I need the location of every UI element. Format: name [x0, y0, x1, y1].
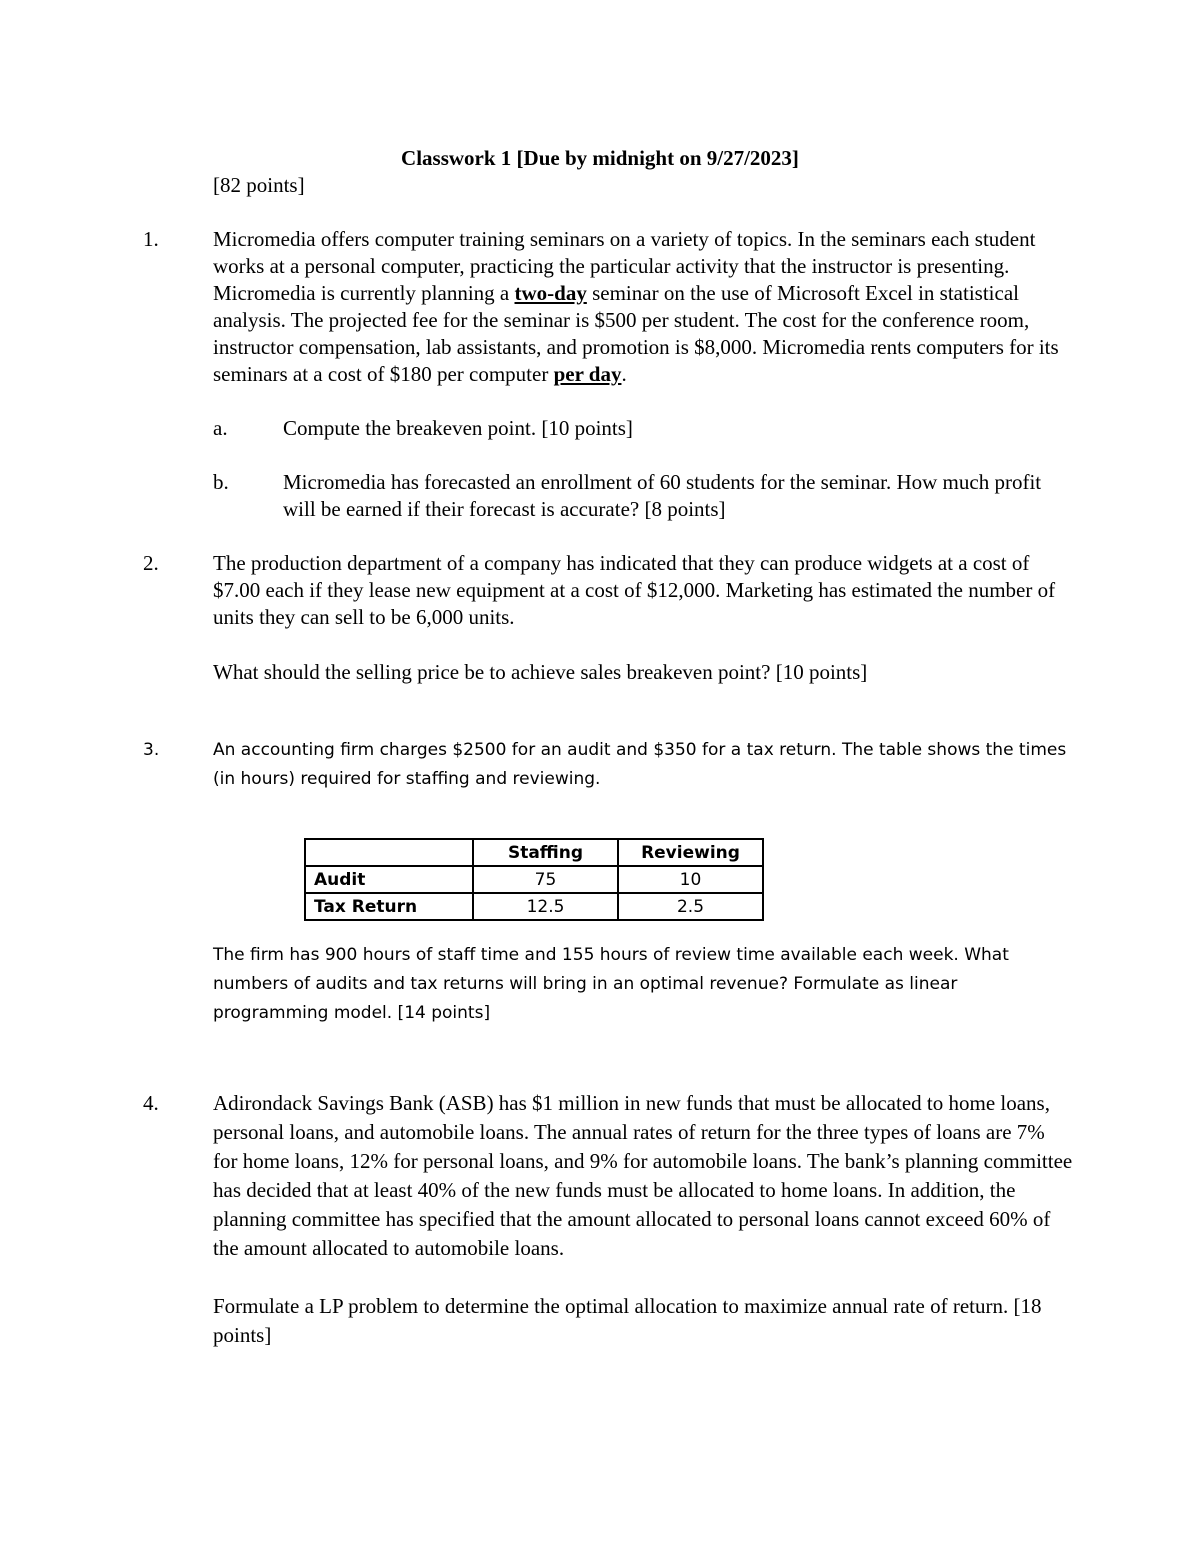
question-1-text-part-a: Micromedia offers computer training seminars on a variety of topics. In the seminars each student works at a personal computer, practicing the particular activity that the instructor is presenting. Micromedia is currently planning a	[213, 227, 1036, 305]
table-cell: 75	[473, 866, 618, 893]
question-2-text: The production department of a company has indicated that they can produce widgets at a cost of $7.00 each if they lease new equipment at a cost of $12,000. Marketing has estimated the number of units they can sell to be 6,000 units.	[213, 551, 1056, 629]
table-cell: 12.5	[473, 893, 618, 920]
emphasis-two-day: two-day	[514, 281, 587, 305]
table-header-cell: Reviewing	[618, 839, 763, 866]
total-points: [82 points]	[213, 173, 305, 197]
question-3-number: 3.	[143, 740, 160, 760]
question-1-text-part-b: seminar on the use of Microsoft Excel in statistical analysis. The projected fee for the seminar is $500 per student. The cost for the conference room, instructor compensation, lab assistants, and promotion is $8,000. Micromedia rents computers for its seminars at a cost of $180 per computer	[213, 281, 1059, 386]
question-1-text	[213, 226, 1073, 388]
question-1-text-part-c: .	[621, 362, 627, 386]
staffing-table	[304, 838, 764, 921]
question-2-question: What should the selling price be to achieve sales breakeven point? [10 points]	[213, 660, 868, 684]
emphasis-per-day: per day	[553, 362, 622, 386]
question-1a-label: a.	[213, 416, 228, 440]
question-2-number: 2.	[143, 551, 159, 575]
table-cell: 2.5	[618, 893, 763, 920]
table-header-cell: Staffing	[473, 839, 618, 866]
table-cell: 10	[618, 866, 763, 893]
question-4-question: Formulate a LP problem to determine the optimal allocation to maximize annual rate of return. [18 points]	[213, 1294, 1042, 1347]
page-title: Classwork 1 [Due by midnight on 9/27/2023]	[401, 146, 799, 170]
question-1a-text: Compute the breakeven point. [10 points]	[283, 416, 633, 440]
question-3-question: The firm has 900 hours of staff time and 155 hours of review time available each week. What numbers of audits and tax returns will bring in an optimal revenue? Formulate as linear programming model. [14 points]	[213, 945, 1009, 1023]
table-row	[305, 893, 763, 920]
table-row-label: Audit	[305, 866, 473, 893]
question-1b-text: Micromedia has forecasted an enrollment of 60 students for the seminar. How much profit will be earned if their forecast is accurate? [8 points]	[283, 470, 1042, 521]
question-1b-label: b.	[213, 470, 229, 494]
table-row-label: Tax Return	[305, 893, 473, 920]
question-4-text: Adirondack Savings Bank (ASB) has $1 million in new funds that must be allocated to home loans, personal loans, and automobile loans. The annual rates of return for the three types of loans are 7% for home loans, 12% for personal loans, and 9% for automobile loans. The bank’s planning committee has decided that at least 40% of the new funds must be allocated to home loans. In addition, the planning committee has specified that the amount allocated to personal loans cannot exceed 60% of the amount allocated to automobile loans.	[213, 1091, 1073, 1260]
table-row	[305, 866, 763, 893]
question-4-number: 4.	[143, 1091, 159, 1115]
table-header-row	[305, 839, 763, 866]
question-3-text: An accounting firm charges $2500 for an audit and $350 for a tax return. The table shows the times (in hours) required for staffing and reviewing.	[213, 740, 1067, 789]
question-1-number: 1.	[143, 227, 159, 251]
table-header-cell	[305, 839, 473, 866]
